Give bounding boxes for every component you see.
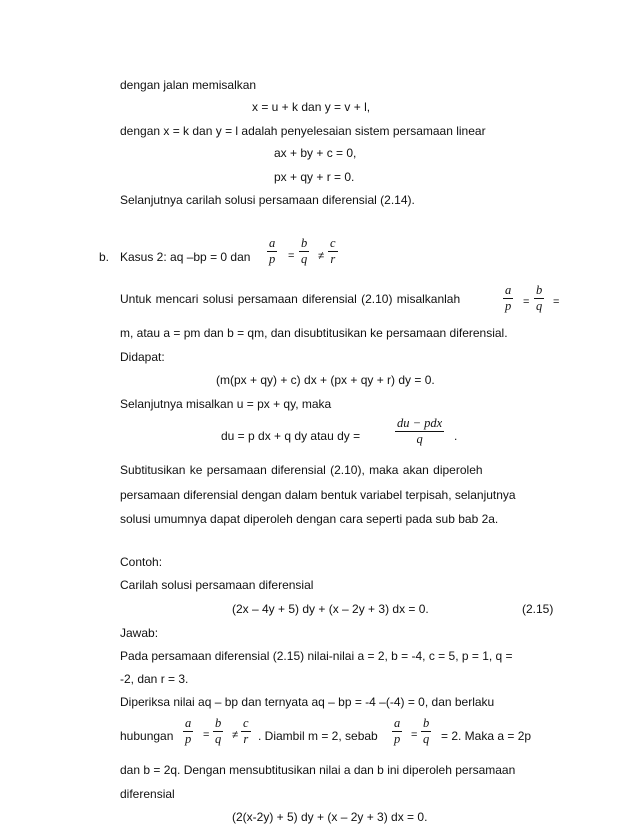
numerator: b (215, 716, 222, 730)
numerator: du − pdx (397, 416, 443, 430)
fraction-c-over-r (328, 237, 338, 266)
text-line: . Diambil m = 2, sebab (258, 729, 378, 743)
answer-heading: Jawab: (120, 626, 159, 640)
denominator: q (416, 432, 423, 446)
denominator: p (185, 732, 192, 746)
equals-sign: = (288, 250, 295, 262)
denominator: p (269, 252, 276, 266)
fraction-b-over-q (299, 237, 309, 266)
text-line: dengan jalan memisalkan (120, 78, 257, 92)
numerator: b (536, 283, 543, 297)
text-line: m, atau a = pm dan b = qm, dan disubtitusikan ke persamaan diferensial. (120, 326, 508, 340)
text-line: -2, dan r = 3. (120, 672, 189, 686)
denominator: q (301, 252, 308, 266)
equals-sign: = (523, 296, 530, 308)
text-line: = 2. Maka a = 2p (441, 729, 532, 743)
text-line: hubungan (120, 729, 174, 743)
equation-substitution: x = u + k dan y = v + l, (252, 100, 371, 114)
numerator: a (505, 283, 512, 297)
fraction-a-over-p (392, 717, 402, 746)
fraction-du-pdx-over-q (395, 417, 444, 446)
example-heading: Contoh: (120, 555, 163, 569)
denominator: p (505, 299, 512, 313)
text-line: Diperiksa nilai aq – bp dan ternyata aq – bp = -4 –(-4) = 0, dan berlaku (120, 695, 495, 709)
text-line: Selanjutnya carilah solusi persamaan diferensial (2.14). (120, 193, 415, 207)
paragraph-line: solusi umumnya dapat diperoleh dengan cara seperti pada sub bab 2a. (120, 512, 499, 526)
denominator: q (215, 732, 222, 746)
numerator: a (394, 716, 401, 730)
fraction-a-over-p (183, 717, 193, 746)
numerator: b (301, 236, 308, 250)
equals-sign: = (411, 729, 418, 741)
not-equal-sign: ≠ (318, 250, 325, 262)
text-line: Carilah solusi persamaan diferensial (120, 578, 314, 592)
text-line: Untuk mencari solusi persamaan diferensial (2.10) misalkanlah (120, 292, 461, 306)
text-line: diferensial (120, 787, 175, 801)
paragraph-line: Subtitusikan ke persamaan diferensial (2.10), maka akan diperoleh (120, 463, 483, 477)
fraction-b-over-q (421, 717, 431, 746)
equals-sign: = (553, 296, 560, 308)
numerator: c (243, 716, 249, 730)
text-line: dengan x = k dan y = l adalah penyelesaian sistem persamaan linear (120, 124, 486, 138)
equation-linear-1: ax + by + c = 0, (274, 146, 357, 160)
fraction-c-over-r (241, 717, 251, 746)
paragraph-line: persamaan diferensial dengan dalam bentuk variabel terpisah, selanjutnya (120, 488, 516, 502)
equation-linear-2: px + qy + r = 0. (274, 170, 355, 184)
text-line: Selanjutnya misalkan u = px + qy, maka (120, 397, 332, 411)
denominator: q (423, 732, 430, 746)
numerator: a (185, 716, 192, 730)
denominator: q (536, 299, 543, 313)
equation-2-15: (2x – 4y + 5) dy + (x – 2y + 3) dx = 0. (232, 602, 429, 616)
case-heading: Kasus 2: aq –bp = 0 dan (120, 250, 251, 264)
not-equal-sign: ≠ (232, 729, 239, 741)
equals-sign: = (203, 729, 210, 741)
equation-number: (2.15) (522, 602, 554, 616)
list-marker: b. (99, 250, 110, 264)
equation-du: du = p dx + q dy atau dy = (221, 429, 361, 443)
text-line: Pada persamaan diferensial (2.15) nilai-nilai a = 2, b = -4, c = 5, p = 1, q = (120, 649, 513, 663)
period: . (454, 429, 458, 443)
denominator: r (243, 732, 249, 746)
text-line: dan b = 2q. Dengan mensubtitusikan nilai a dan b ini diperoleh persamaan (120, 763, 516, 777)
equation-result: (m(px + qy) + c) dx + (px + qy + r) dy = 0. (216, 373, 435, 387)
fraction-a-over-p (503, 284, 513, 313)
numerator: b (423, 716, 430, 730)
text-line: Didapat: (120, 350, 165, 364)
denominator: p (394, 732, 401, 746)
fraction-b-over-q (213, 717, 223, 746)
denominator: r (330, 252, 336, 266)
equation-final: (2(x-2y) + 5) dy + (x – 2y + 3) dx = 0. (232, 810, 428, 824)
fraction-a-over-p (267, 237, 277, 266)
numerator: c (330, 236, 336, 250)
numerator: a (269, 236, 276, 250)
fraction-b-over-q (534, 284, 544, 313)
